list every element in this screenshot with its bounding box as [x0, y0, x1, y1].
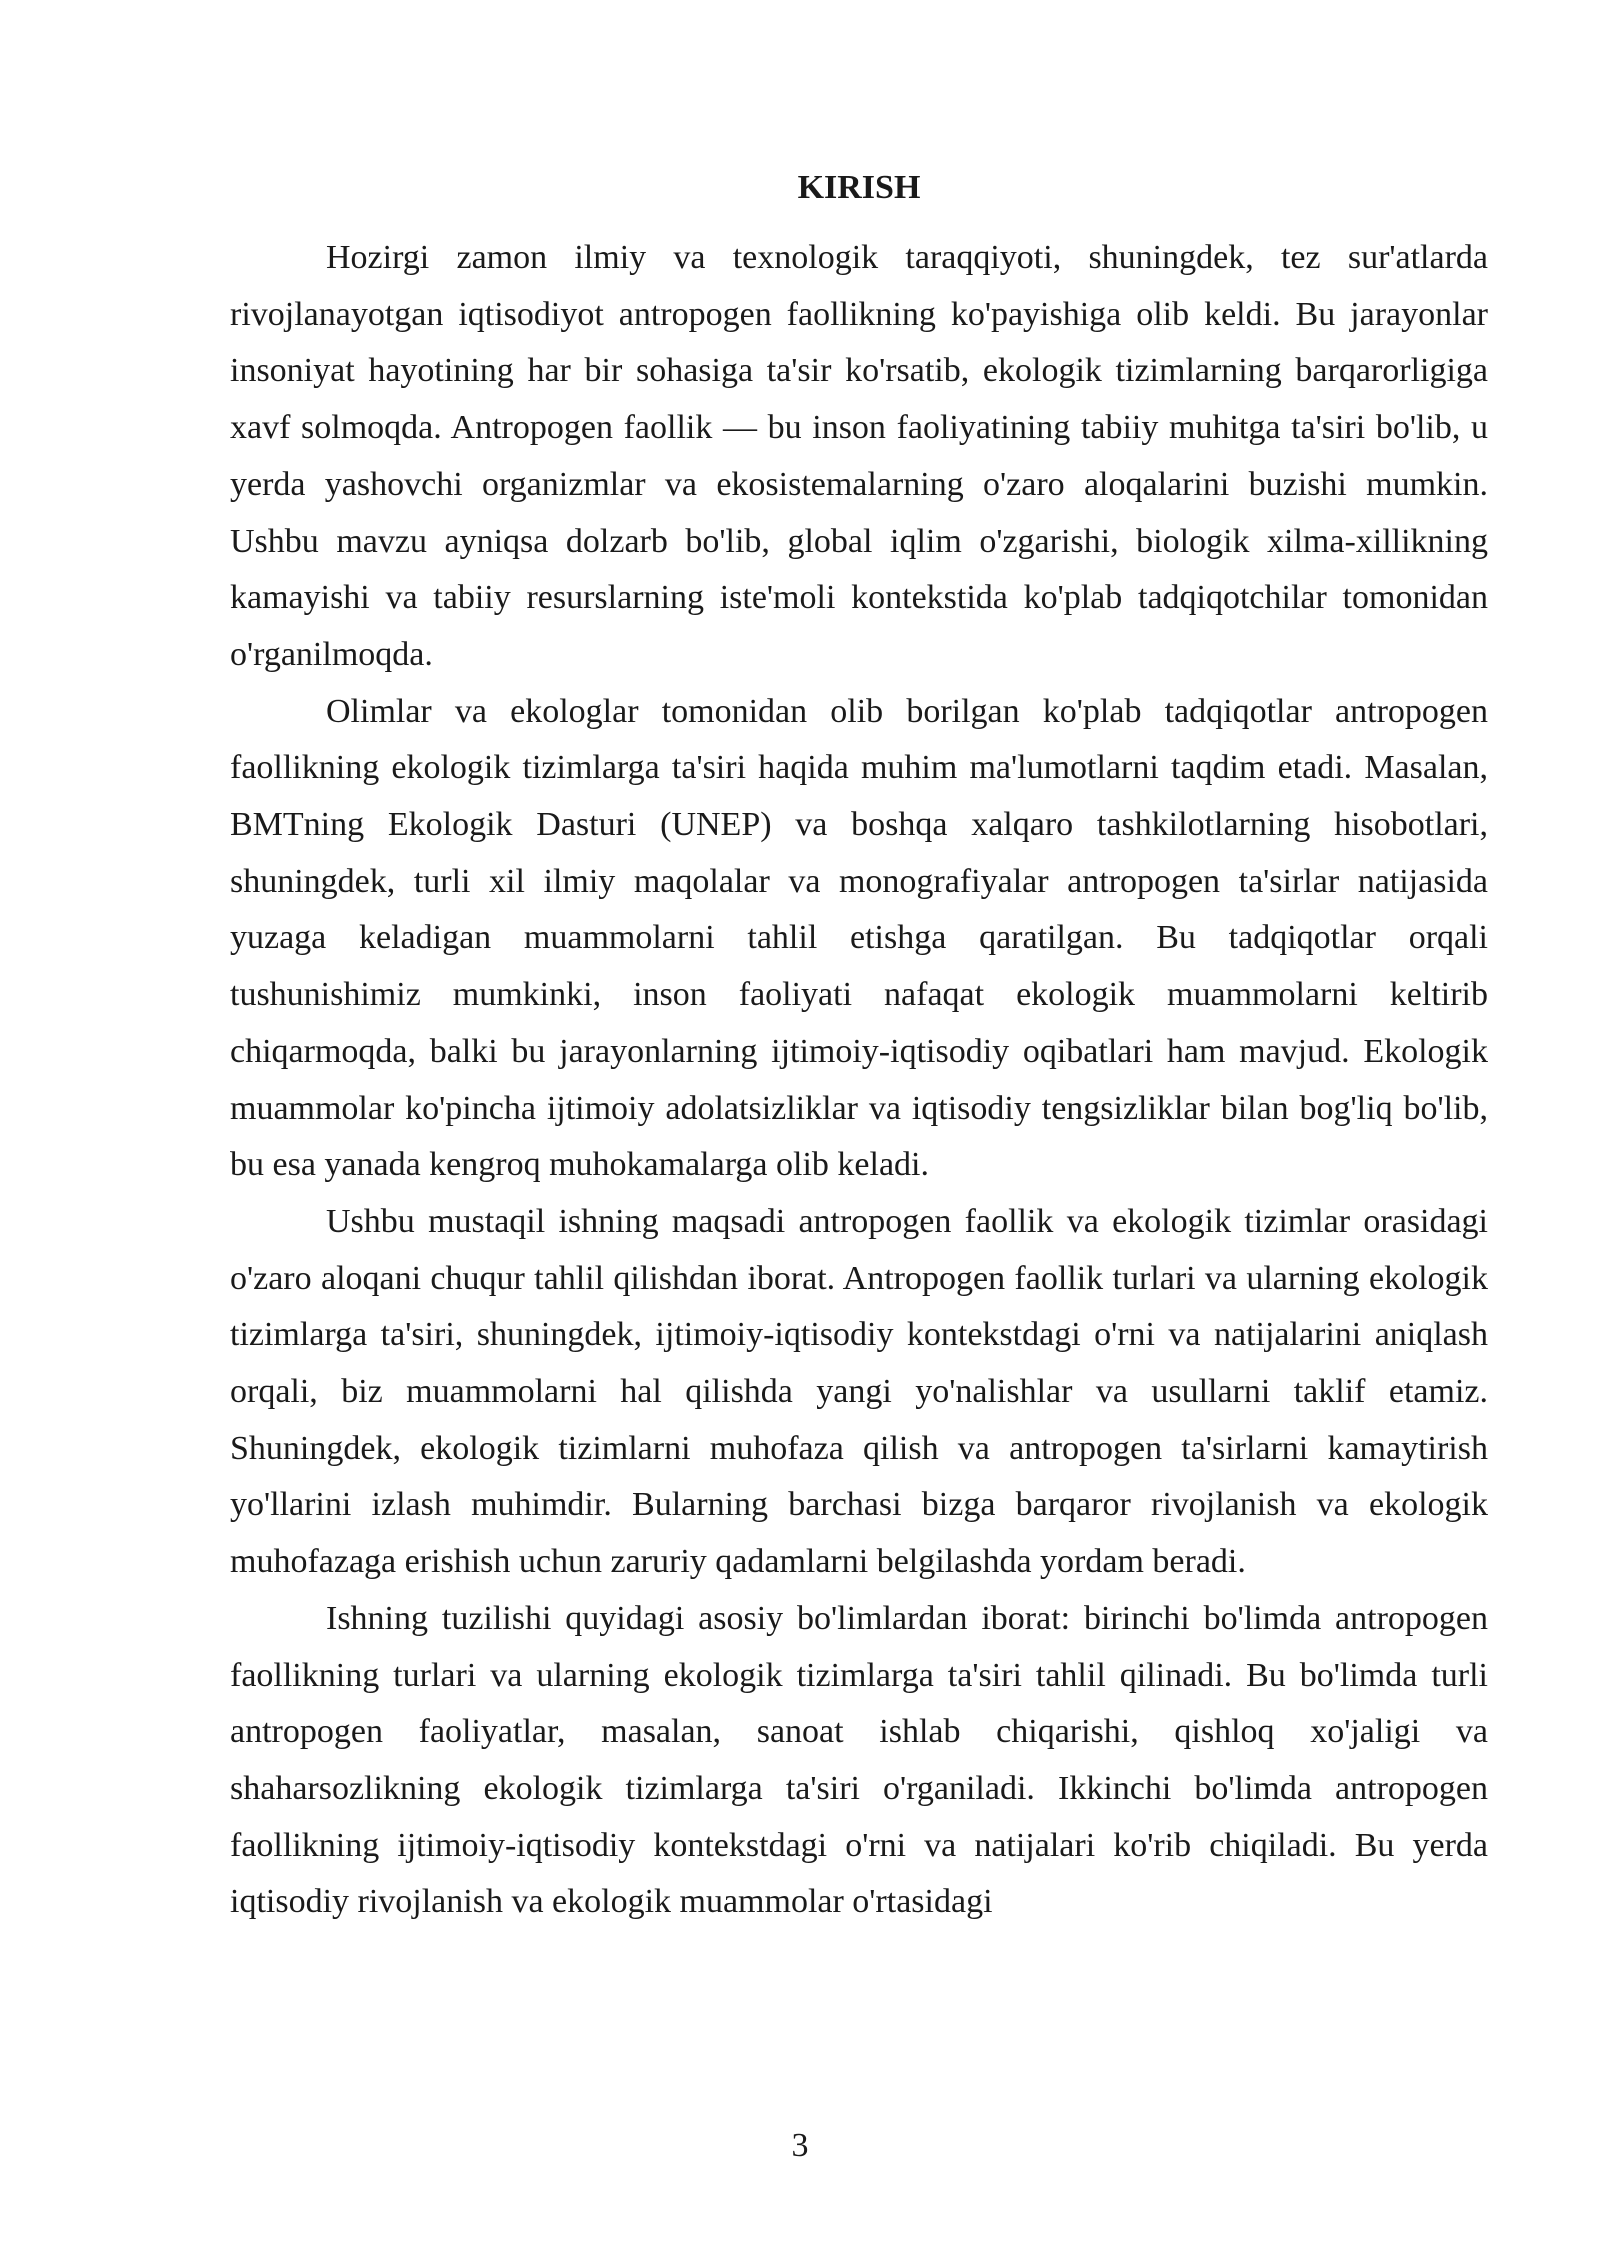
section-title: KIRISH [797, 169, 921, 206]
page-content [230, 160, 1488, 1931]
paragraph-research: Olimlar va ekologlar tomonidan olib borilgan ko'plab tadqiqotlar antropogen faollikning ekologik tizimlarga ta'siri haqida muhim ma'lumotlarni taqdim etadi. Masalan, BMTning Ekologik Dasturi (UNEP) va boshqa xalqaro tashkilotlarning hisobotlari, shuningdek, turli xil ilmiy maqolalar va monografiyalar antropogen ta'sirlar natijasida yuzaga keladigan muammolarni tahlil etishga qaratilgan. Bu tadqiqotlar orqali tushunishimiz mumkinki, inson faoliyati nafaqat ekologik muammolarni keltirib chiqarmoqda, balki bu jarayonlarning ijtimoiy-iqtisodiy oqibatlari ham mavjud. Ekologik muammolar ko'pincha ijtimoiy adolatsizliklar va iqtisodiy tengsizliklar bilan bog'liq bo'lib, bu esa yanada kengroq muhokamalarga olib keladi. [230, 692, 1488, 1184]
page-number: 3 [791, 2127, 809, 2164]
paragraph-structure: Ishning tuzilishi quyidagi asosiy bo'limlardan iborat: birinchi bo'limda antropogen faollikning turlari va ularning ekologik tizimlarga ta'siri tahlil qilinadi. Bu bo'limda turli antropogen faoliyatlar, masalan, sanoat ishlab chiqarishi, qishloq xo'jaligi va shaharsozlikning ekologik tizimlarga ta'siri o'rganiladi. Ikkinchi bo'limda antropogen faollikning ijtimoiy-iqtisodiy kontekstdagi o'rni va natijalari ko'rib chiqiladi. Bu yerda iqtisodiy rivojlanish va ekologik muammolar o'rtasidagi [230, 1599, 1488, 1921]
paragraph-intro: Hozirgi zamon ilmiy va texnologik taraqqiyoti, shuningdek, tez sur'atlarda rivojlanayotgan iqtisodiyot antropogen faollikning ko'payishiga olib keldi. Bu jarayonlar insoniyat hayotining har bir sohasiga ta'sir ko'rsatib, ekologik tizimlarning barqarorligiga xavf solmoqda. Antropogen faollik — bu inson faoliyatining tabiiy muhitga ta'siri bo'lib, u yerda yashovchi organizmlar va ekosistemalarning o'zaro aloqalarini buzishi mumkin. Ushbu mavzu ayniqsa dolzarb bo'lib, global iqlim o'zgarishi, biologik xilma-xillikning kamayishi va tabiiy resurslarning iste'moli kontekstida ko'plab tadqiqotchilar tomonidan o'rganilmoqda. [230, 239, 1488, 673]
paragraph-purpose: Ushbu mustaqil ishning maqsadi antropogen faollik va ekologik tizimlar orasidagi o'zaro aloqani chuqur tahlil qilishdan iborat. Antropogen faollik turlari va ularning ekologik tizimlarga ta'siri, shuningdek, ijtimoiy-iqtisodiy kontekstdagi o'rni va natijalarini aniqlash orqali, biz muammolarni hal qilishda yangi yo'nalishlar va usullarni taklif etamiz. Shuningdek, ekologik tizimlarni muhofaza qilish va antropogen ta'sirlarni kamaytirish yo'llarini izlash muhimdir. Bularning barchasi bizga barqaror rivojlanish va ekologik muhofazaga erishish uchun zaruriy qadamlarni belgilashda yordam beradi. [230, 1202, 1488, 1581]
